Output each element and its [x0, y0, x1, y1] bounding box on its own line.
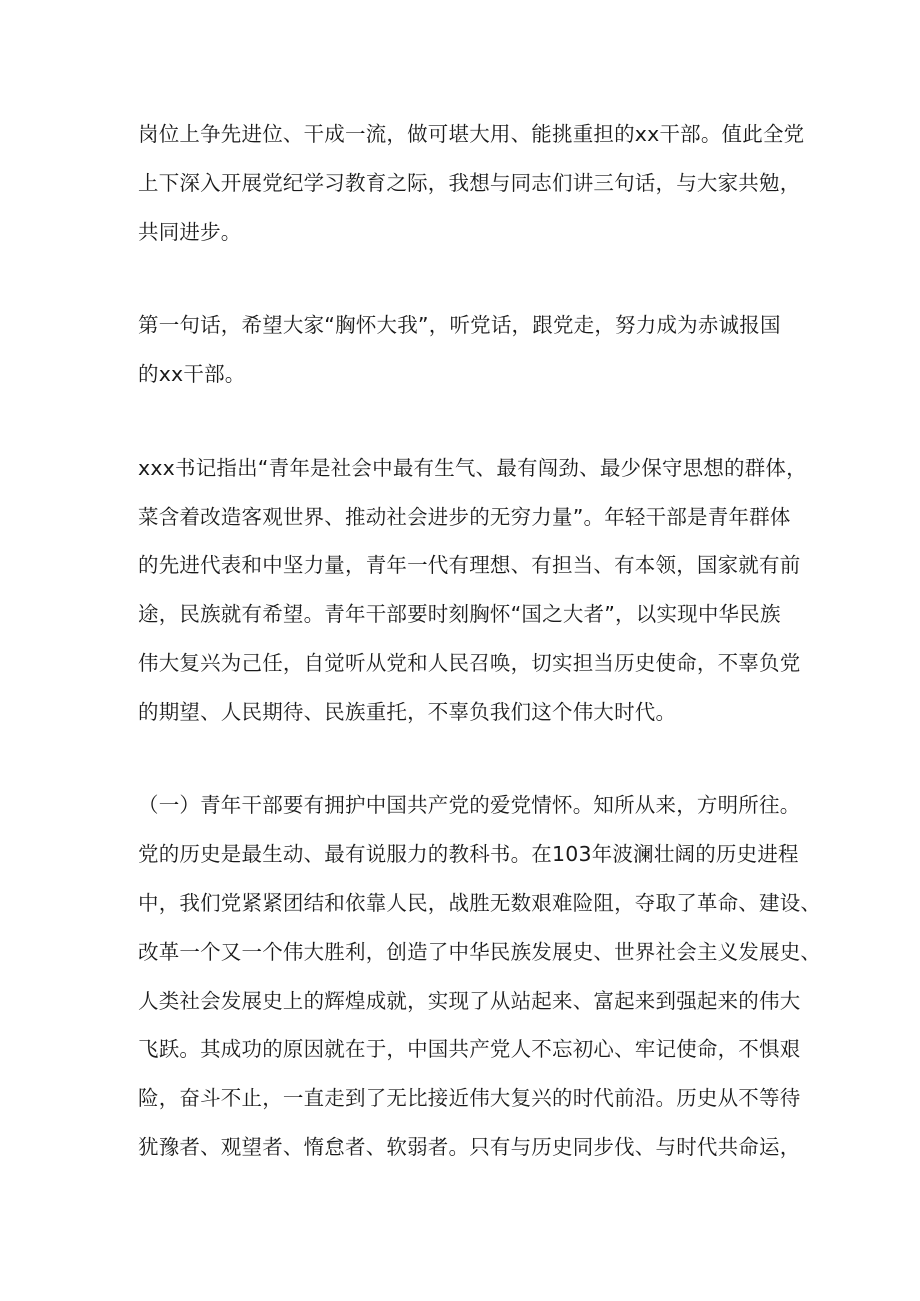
text-line: 人类社会发展史上的辉煌成就，实现了从站起来、富起来到强起来的伟大 — [138, 989, 801, 1013]
text-line: 险，奋斗不止，一直走到了无比接近伟大复兴的时代前沿。历史从不等待 — [138, 1086, 801, 1110]
text-line: 途，民族就有希望。青年干部要时刻胸怀“国之大者”，以实现中华民族 — [138, 602, 781, 626]
text-line: 的先进代表和中坚力量，青年一代有理想、有担当、有本领，国家就有前 — [138, 553, 801, 577]
text-line: 党的历史是最生动、最有说服力的教科书。在103年波澜壮阔的历史进程 — [138, 842, 799, 866]
text-line: 的期望、人民期待、民族重托，不辜负我们这个伟大时代。 — [138, 700, 677, 724]
text-line: 的xx干部。 — [138, 362, 246, 386]
text-line: （一）青年干部要有拥护中国共产党的爱党情怀。知所从来，方明所往。 — [138, 793, 801, 817]
text-line: 改革一个又一个伟大胜利，创造了中华民族发展史、世界社会主义发展史、 — [138, 940, 822, 964]
text-line: 伟大复兴为己任，自觉听从党和人民召唤，切实担当历史使命，不辜负党 — [138, 651, 801, 675]
text-line: 中，我们党紧紧团结和依靠人民，战胜无数艰难险阻，夺取了革命、建设、 — [138, 891, 822, 915]
text-line: 犹豫者、观望者、惰怠者、软弱者。只有与历史同步伐、与时代共命运， — [138, 1135, 801, 1159]
text-line: 菜含着改造客观世界、推动社会进步的无穷力量”。年轻干部是青年群体 — [138, 505, 791, 529]
text-line: 飞跃。其成功的原因就在于，中国共产党人不忘初心、牢记使命，不惧艰 — [138, 1037, 801, 1061]
text-line: 上下深入开展党纪学习教育之际，我想与同志们讲三句话，与大家共勉， — [138, 171, 801, 195]
text-line: xxx书记指出“青年是社会中最有生气、最有闯劲、最少保守思想的群体， — [138, 456, 807, 480]
text-line: 共同进步。 — [138, 220, 242, 244]
text-line: 第一句话，希望大家“胸怀大我”，听党话，跟党走，努力成为赤诚报国 — [138, 313, 781, 337]
text-line: 岗位上争先进位、干成一流，做可堪大用、能挑重担的xx干部。值此全党 — [138, 122, 805, 146]
